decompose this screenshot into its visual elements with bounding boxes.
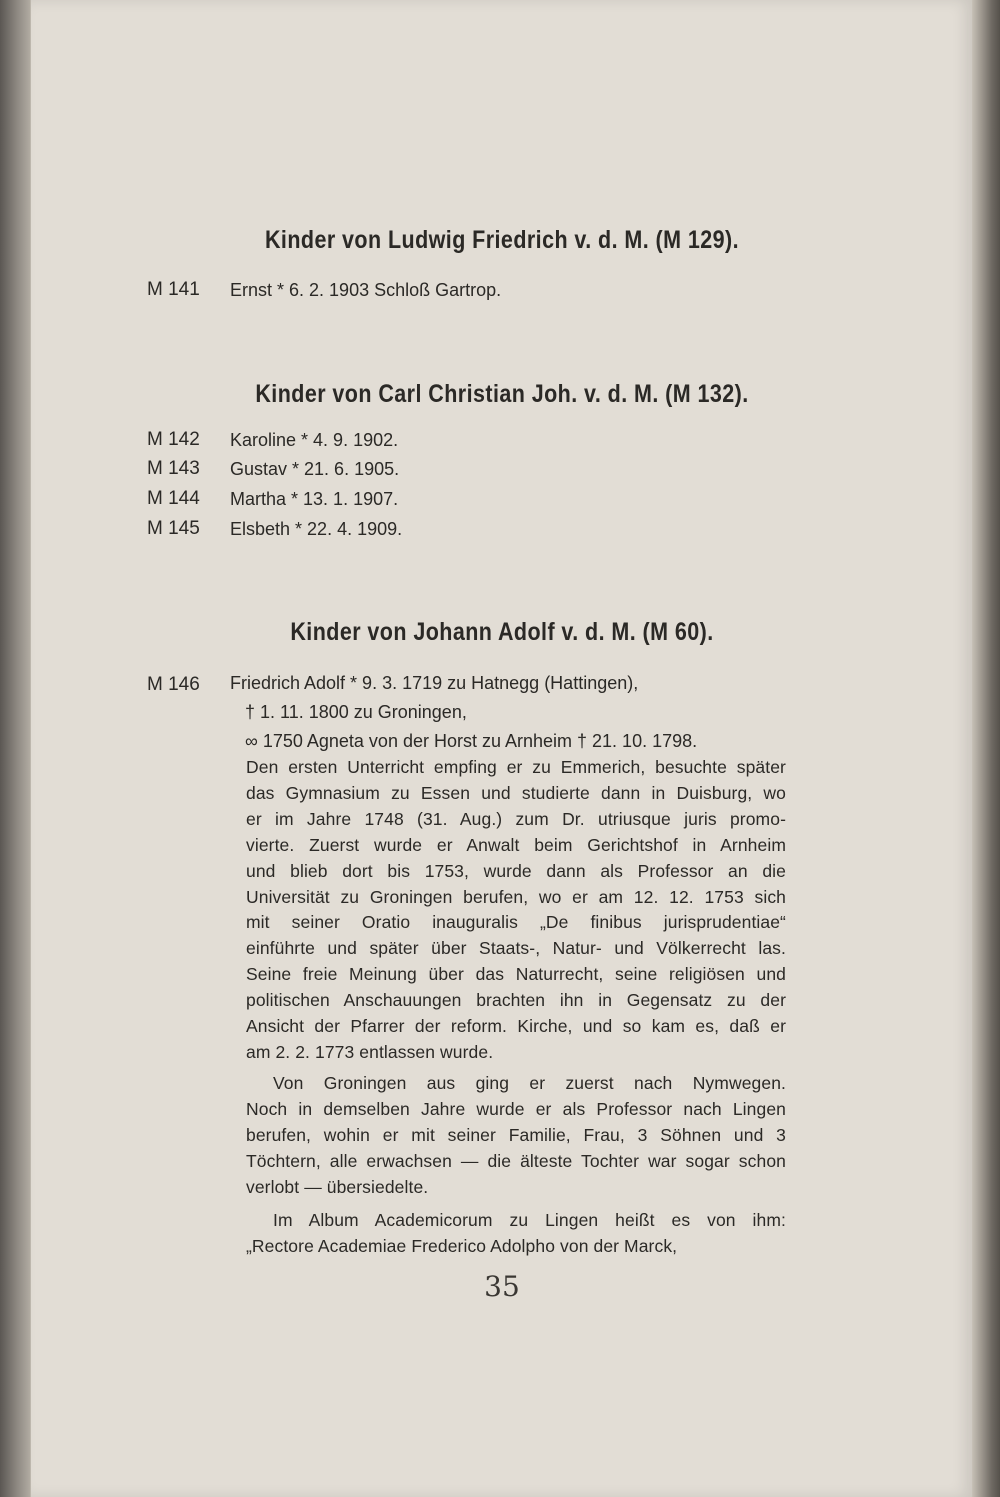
paragraph-line: Ansicht der Pfarrer der reform. Kirche, und so kam es, daß er: [246, 1016, 786, 1037]
paragraph-line: Noch in demselben Jahre wurde er als Professor nach Lingen: [246, 1098, 786, 1119]
entry-text-m144: Martha * 13. 1. 1907.: [230, 489, 399, 509]
paragraph-line: Den ersten Unterricht empfing er zu Emmerich, besuchte später: [246, 757, 786, 777]
paragraph-line: einführte und später über Staats-, Natur- und Völkerrecht las.: [246, 938, 786, 959]
paragraph-line: politischen Anschauungen brachten ihn in Gegensatz zu der: [246, 990, 786, 1011]
paragraph-line: vierte. Zuerst wurde er Anwalt beim Gerichtshof in Arnheim: [246, 834, 786, 855]
entry-id-m143: M 143: [147, 458, 200, 479]
page-edge-shadow: [972, 0, 1000, 1497]
paragraph-line: mit seiner Oratio inauguralis „De finibus jurisprudentiae“: [246, 912, 786, 933]
paragraph-line: Von Groningen aus ging er zuerst nach Nymwegen.: [273, 1073, 786, 1093]
book-page: [30, 0, 973, 1497]
entry-text-m141: Ernst * 6. 2. 1903 Schloß Gartrop.: [230, 280, 502, 300]
biography-paragraph-1: [246, 755, 786, 1066]
paragraph-line: verlobt — übersiedelte.: [246, 1176, 429, 1197]
entry-text-m143: Gustav * 21. 6. 1905.: [230, 459, 400, 479]
paragraph-line: das Gymnasium zu Essen und studierte dann in Duisburg, wo: [246, 782, 786, 803]
paragraph-line: und blieb dort bis 1753, wurde dann als Professor an die: [246, 860, 786, 881]
paragraph-line: Seine freie Meinung über das Naturrecht, seine religiösen und: [246, 964, 786, 985]
page-number: 35: [484, 1270, 520, 1303]
section-heading-3: Kinder von Johann Adolf v. d. M. (M 60).: [290, 618, 714, 646]
section-heading-2: Kinder von Carl Christian Joh. v. d. M. (M 132).: [255, 380, 749, 408]
paragraph-line: Töchtern, alle erwachsen — die älteste Tochter war sogar schon: [246, 1150, 786, 1171]
paragraph-line: am 2. 2. 1773 entlassen wurde.: [246, 1041, 494, 1062]
paragraph-line: Im Album Academicorum zu Lingen heißt es von ihm:: [273, 1210, 786, 1230]
paragraph-line: Universität zu Groningen berufen, wo er am 12. 12. 1753 sich: [246, 886, 786, 907]
section-heading-1: Kinder von Ludwig Friedrich v. d. M. (M 129).: [264, 226, 740, 254]
entry-text-m145: Elsbeth * 22. 4. 1909.: [230, 519, 403, 539]
entry-id-m141: M 141: [147, 279, 200, 300]
paragraph-line: er im Jahre 1748 (31. Aug.) zum Dr. utriusque juris promo-: [246, 808, 786, 829]
entry-marriage-m146: ∞ 1750 Agneta von der Horst zu Arnheim † 21. 10. 1798.: [245, 731, 698, 751]
entry-text-m142: Karoline * 4. 9. 1902.: [230, 430, 399, 450]
entry-death-m146: † 1. 11. 1800 zu Groningen,: [245, 702, 467, 722]
paragraph-line: berufen, wohin er mit seiner Familie, Frau, 3 Söhnen und 3: [246, 1124, 786, 1145]
entry-text-m146: Friedrich Adolf * 9. 3. 1719 zu Hatnegg (Hattingen),: [230, 673, 639, 693]
entry-id-m142: M 142: [147, 429, 200, 450]
entry-id-m144: M 144: [147, 488, 200, 509]
biography-paragraph-3: [246, 1208, 786, 1260]
biography-paragraph-2: [246, 1071, 786, 1201]
entry-id-m145: M 145: [147, 518, 200, 539]
paragraph-line: „Rectore Academiae Frederico Adolpho von der Marck,: [246, 1235, 678, 1256]
entry-id-m146: M 146: [147, 674, 200, 695]
